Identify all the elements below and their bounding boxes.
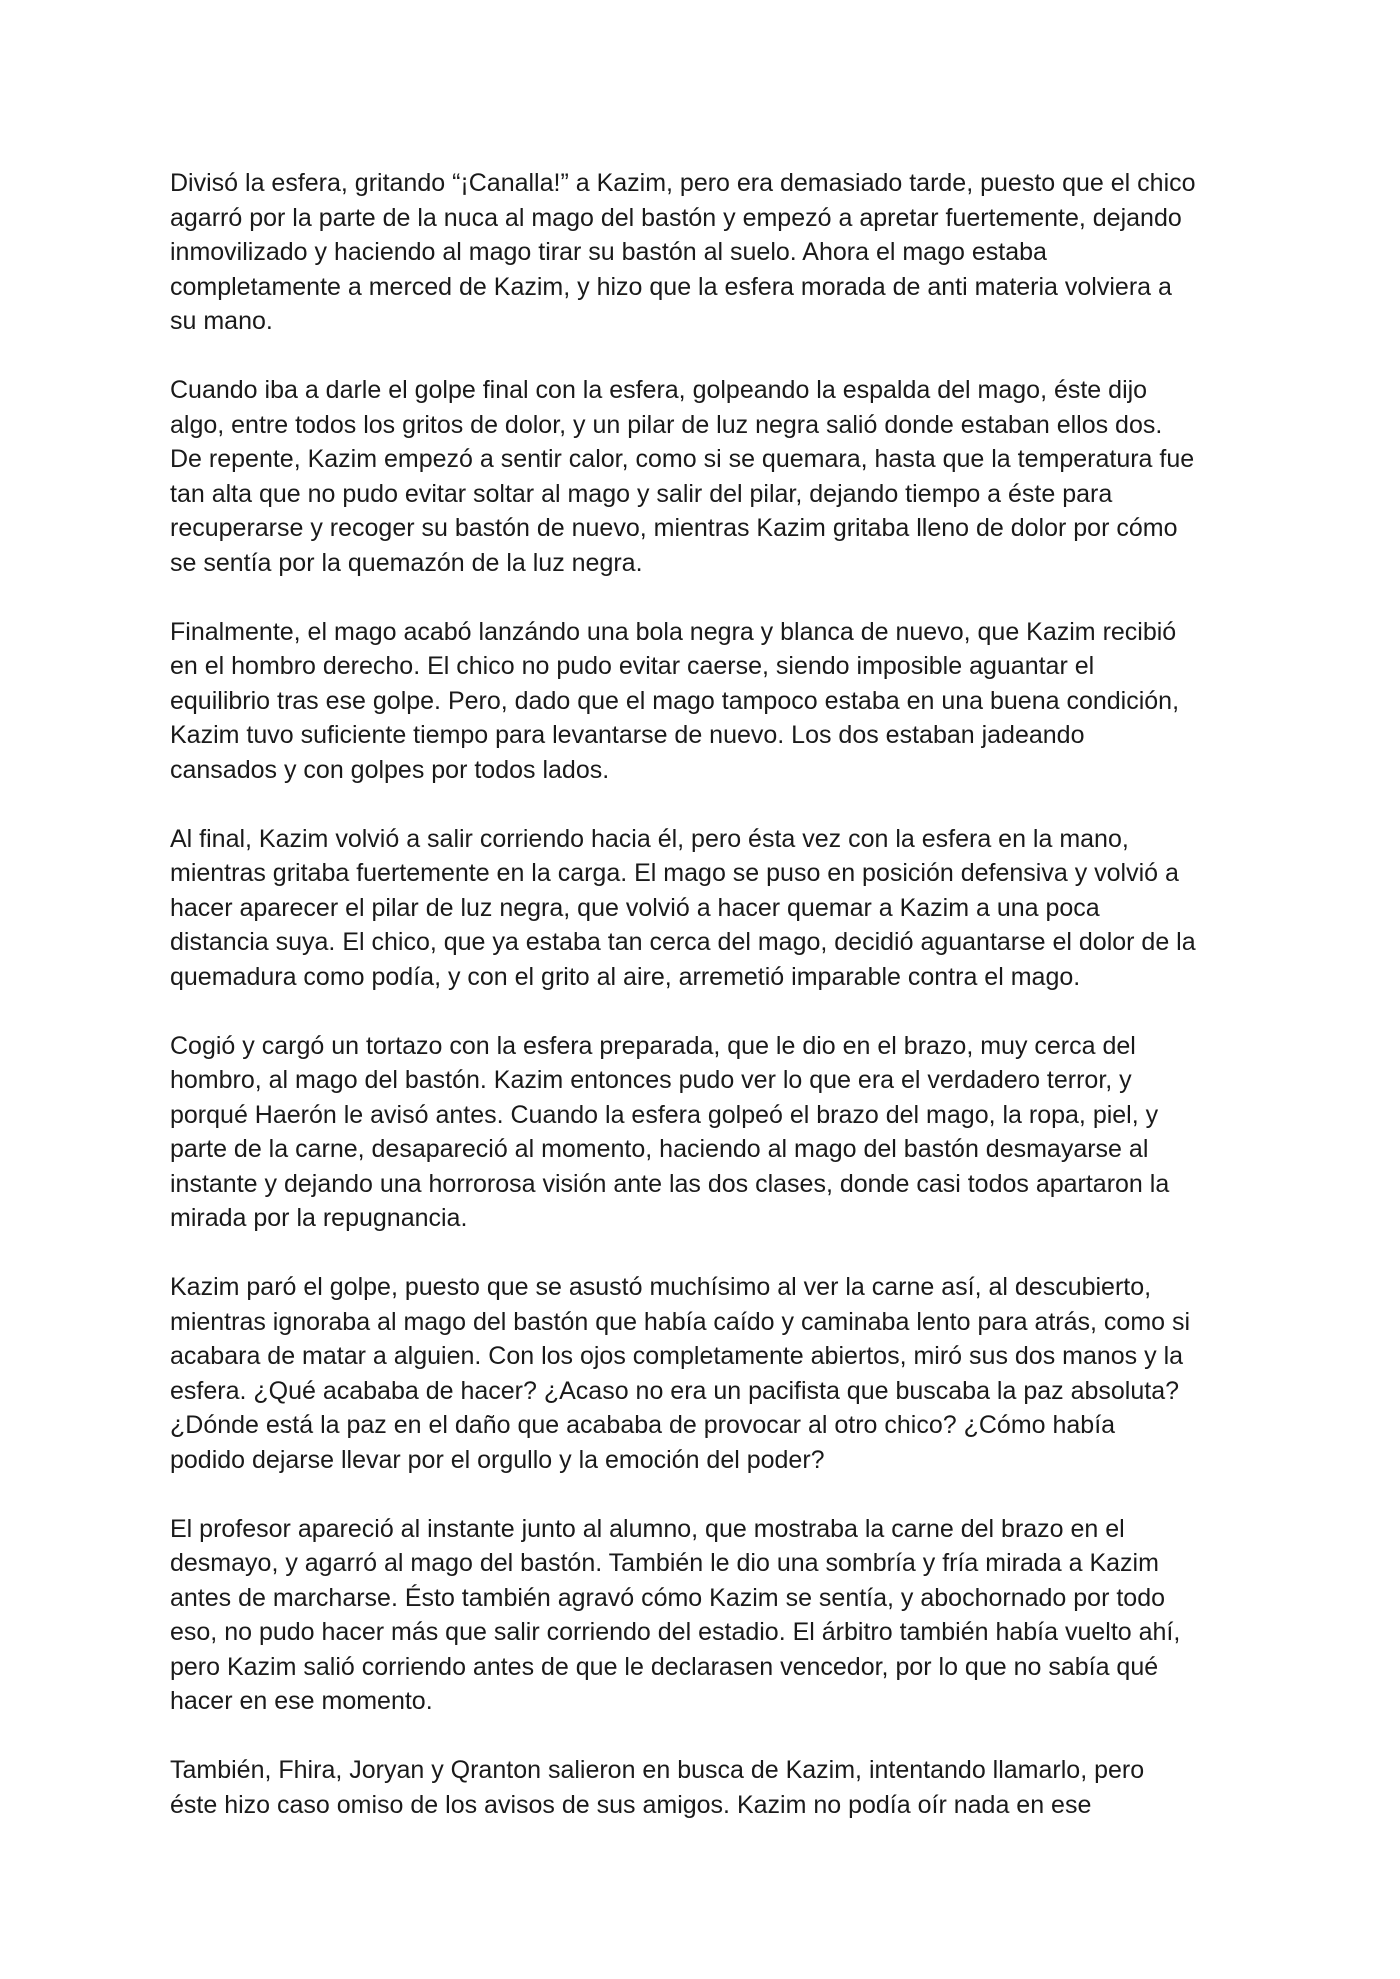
- text-line: Al final, Kazim volvió a salir corriendo hacia él, pero ésta vez con la esfera en la mano,: [170, 824, 1129, 853]
- text-line: inmovilizado y haciendo al mago tirar su bastón al suelo. Ahora el mago estaba: [170, 238, 1047, 266]
- text-line: esfera. ¿Qué acababa de hacer? ¿Acaso no era un pacifista que buscaba la paz absoluta?: [170, 1376, 1179, 1405]
- text-line: en el hombro derecho. El chico no pudo evitar caerse, siendo imposible aguantar el: [170, 652, 1095, 680]
- text-line: mientras gritaba fuertemente en la carga. El mago se puso en posición defensiva y volvió a: [170, 859, 1179, 887]
- text-line: Kazim tuvo suficiente tiempo para levantarse de nuevo. Los dos estaban jadeando: [170, 721, 1085, 749]
- text-line: Finalmente, el mago acabó lanzándo una bola negra y blanca de nuevo, que Kazim recibió: [170, 617, 1177, 646]
- text-line: cansados y con golpes por todos lados.: [170, 755, 610, 784]
- text-line: mirada por la repugnancia.: [170, 1204, 468, 1232]
- text-line: agarró por la parte de la nuca al mago del bastón y empezó a apretar fuertemente, dejando: [170, 203, 1182, 232]
- text-line: Kazim paró el golpe, puesto que se asustó muchísimo al ver la carne así, al descubierto,: [170, 1273, 1152, 1301]
- text-line: distancia suya. El chico, que ya estaba tan cerca del mago, decidió aguantarse el dolor de la: [170, 928, 1196, 956]
- text-line: porqué Haerón le avisó antes. Cuando la esfera golpeó el brazo del mago, la ropa, piel, y: [170, 1100, 1159, 1129]
- text-line: éste hizo caso omiso de los avisos de sus amigos. Kazim no podía oír nada en ese: [170, 1790, 1092, 1819]
- text-line: algo, entre todos los gritos de dolor, y un pilar de luz negra salió donde estaban ellos dos.: [170, 410, 1163, 439]
- text-line: parte de la carne, desapareció al momento, haciendo al mago del bastón desmayarse al: [170, 1135, 1149, 1163]
- text-line: desmayo, y agarró al mago del bastón. También le dio una sombría y fría mirada a Kazim: [170, 1549, 1159, 1577]
- paragraph-4: [170, 822, 1240, 995]
- paragraph-5: [170, 1029, 1240, 1236]
- text-line: Cuando iba a darle el golpe final con la esfera, golpeando la espalda del mago, éste dijo: [170, 376, 1148, 404]
- text-line: ¿Dónde está la paz en el daño que acababa de provocar al otro chico? ¿Cómo había: [170, 1411, 1116, 1439]
- paragraph-8: [170, 1753, 1240, 1822]
- text-line: instante y dejando una horrorosa visión ante las dos clases, donde casi todos apartaron la: [170, 1169, 1170, 1198]
- text-line: hacer aparecer el pilar de luz negra, que volvió a hacer quemar a Kazim a una poca: [170, 893, 1100, 922]
- text-line: completamente a merced de Kazim, y hizo que la esfera morada de anti materia volviera a: [170, 272, 1172, 301]
- text-line: hombro, al mago del bastón. Kazim entonces pudo ver lo que era el verdadero terror, y: [170, 1066, 1132, 1094]
- text-line: quemadura como podía, y con el grito al aire, arremetió imparable contra el mago.: [170, 962, 1081, 991]
- text-line: hacer en ese momento.: [170, 1687, 433, 1715]
- text-line: antes de marcharse. Ésto también agravó cómo Kazim se sentía, y abochornado por todo: [170, 1583, 1165, 1612]
- text-line: recuperarse y recoger su bastón de nuevo, mientras Kazim gritaba lleno de dolor por cómo: [170, 514, 1178, 542]
- text-line: Cogió y cargó un tortazo con la esfera preparada, que le dio en el brazo, muy cerca del: [170, 1031, 1136, 1060]
- text-line: También, Fhira, Joryan y Qranton salieron en busca de Kazim, intentando llamarlo, pero: [170, 1756, 1145, 1784]
- text-line: su mano.: [170, 307, 273, 335]
- text-line: Divisó la esfera, gritando “¡Canalla!” a Kazim, pero era demasiado tarde, puesto que el chico: [170, 169, 1196, 197]
- document-body: [170, 166, 1240, 1857]
- paragraph-7: [170, 1512, 1240, 1719]
- text-line: El profesor apareció al instante junto al alumno, que mostraba la carne del brazo en el: [170, 1514, 1125, 1543]
- paragraph-6: [170, 1270, 1240, 1477]
- text-line: mientras ignoraba al mago del bastón que había caído y caminaba lento para atrás, como si: [170, 1307, 1191, 1336]
- text-line: De repente, Kazim empezó a sentir calor, como si se quemara, hasta que la temperatura fue: [170, 445, 1195, 473]
- text-line: pero Kazim salió corriendo antes de que le declarasen vencedor, por lo que no sabía qué: [170, 1652, 1159, 1681]
- text-line: podido dejarse llevar por el orgullo y la emoción del poder?: [170, 1445, 825, 1474]
- text-line: acabara de matar a alguien. Con los ojos completamente abiertos, miró sus dos manos y la: [170, 1342, 1184, 1370]
- paragraph-2: [170, 373, 1240, 580]
- text-line: eso, no pudo hacer más que salir corriendo del estadio. El árbitro también había vuelto ahí,: [170, 1618, 1181, 1646]
- text-line: equilibrio tras ese golpe. Pero, dado que el mago tampoco estaba en una buena condición,: [170, 686, 1180, 715]
- paragraph-1: [170, 166, 1240, 339]
- paragraph-3: [170, 615, 1240, 788]
- text-line: tan alta que no pudo evitar soltar al mago y salir del pilar, dejando tiempo a éste para: [170, 479, 1113, 508]
- text-line: se sentía por la quemazón de la luz negra.: [170, 548, 643, 577]
